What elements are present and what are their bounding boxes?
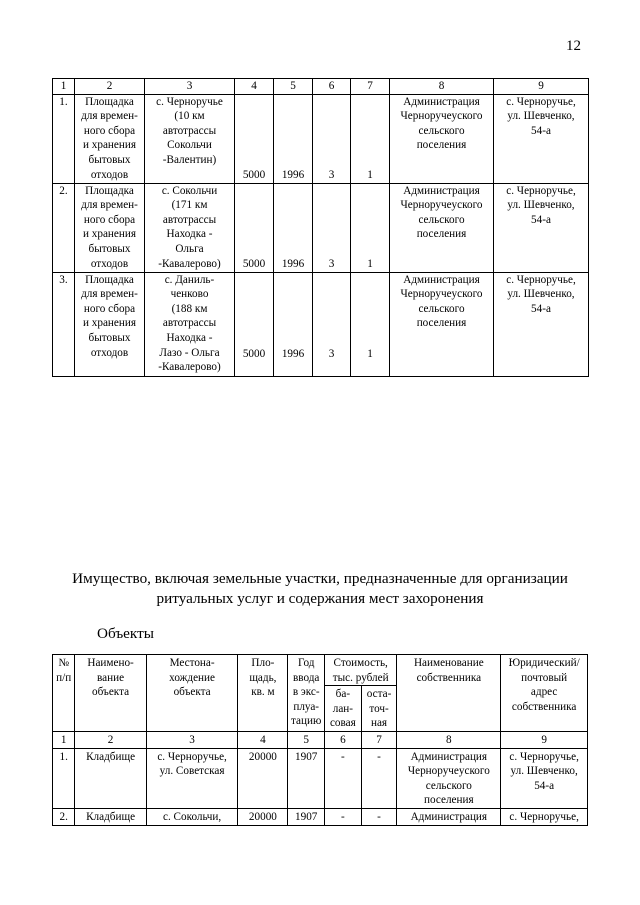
object-year: 1996	[274, 183, 313, 272]
object-location: с. Черноручье (10 км автотрассы Сокольчи -Валентин)	[145, 94, 235, 183]
header-cost: Стоимость, тыс. рублей	[325, 655, 397, 686]
row-number: 2.	[53, 808, 75, 825]
object-year: 1996	[274, 94, 313, 183]
object-residual: -	[361, 808, 397, 825]
object-location: с. Сокольчи (171 км автотрассы Находка - Ольга -Кавалерово)	[145, 183, 235, 272]
col-number: 6	[325, 731, 362, 748]
object-year: 1907	[288, 808, 325, 825]
col-number: 7	[361, 731, 397, 748]
owner-name: Администрация	[397, 808, 501, 825]
header-name: Наимено- вание объекта	[75, 655, 146, 732]
owner-name: Администрация Черноручеyского сельского поселения	[390, 183, 494, 272]
table-row	[53, 94, 589, 183]
object-residual: -	[361, 748, 397, 808]
row-number: 1.	[53, 748, 75, 808]
object-balance: -	[325, 808, 362, 825]
col-number: 1	[53, 79, 75, 95]
object-area: 5000	[235, 183, 274, 272]
table-row	[53, 748, 588, 808]
owner-name: Администрация Черноручеyского сельского поселения	[390, 272, 494, 376]
object-name: Площадка для времен- ного сбора и хранения бытовых отходов	[75, 183, 145, 272]
header-address: Юридический/ почтовый адрес собственника	[501, 655, 588, 732]
col-number: 3	[145, 79, 235, 95]
column-number-row	[53, 79, 589, 95]
col-number: 5	[274, 79, 313, 95]
owner-name: Администрация Черноручеyского сельского поселения	[390, 94, 494, 183]
object-area: 5000	[235, 272, 274, 376]
col-number: 2	[75, 731, 146, 748]
object-balance: -	[325, 748, 362, 808]
row-number: 2.	[53, 183, 75, 272]
owner-address: с. Черноручье, ул. Шевченко, 54-а	[494, 94, 589, 183]
owner-address: с. Черноручье, ул. Шевченко, 54-а	[494, 183, 589, 272]
waste-sites-table	[52, 78, 589, 377]
owner-address: с. Черноручье, ул. Шевченко, 54-а	[501, 748, 588, 808]
header-location: Местона- хождение объекта	[146, 655, 238, 732]
object-name: Площадка для времен- ного сбора и хранения бытовых отходов	[75, 272, 145, 376]
object-name: Площадка для времен- ного сбора и хранения бытовых отходов	[75, 94, 145, 183]
col-number: 5	[288, 731, 325, 748]
header-row	[53, 655, 588, 686]
object-name: Кладбище	[75, 748, 146, 808]
column-number-row	[53, 731, 588, 748]
object-area: 5000	[235, 94, 274, 183]
col-number: 3	[146, 731, 238, 748]
object-name: Кладбище	[75, 808, 146, 825]
table-row	[53, 272, 589, 376]
page-number: 12	[566, 38, 581, 54]
object-year: 1996	[274, 272, 313, 376]
header-balance: ба- лан- совая	[325, 686, 362, 732]
col-number: 9	[501, 731, 588, 748]
col-number: 7	[351, 79, 390, 95]
object-area: 20000	[238, 808, 288, 825]
col-number: 9	[494, 79, 589, 95]
col-number: 4	[238, 731, 288, 748]
header-num: № п/п	[53, 655, 75, 732]
owner-address: с. Черноручье,	[501, 808, 588, 825]
row-number: 1.	[53, 94, 75, 183]
object-col6: 3	[313, 183, 351, 272]
col-number: 8	[397, 731, 501, 748]
col-number: 4	[235, 79, 274, 95]
object-col7: 1	[351, 272, 390, 376]
col-number: 6	[313, 79, 351, 95]
header-residual: оста- точ- ная	[361, 686, 397, 732]
object-location: с. Черноручье, ул. Советская	[146, 748, 238, 808]
object-col7: 1	[351, 94, 390, 183]
owner-address: с. Черноручье, ул. Шевченко, 54-а	[494, 272, 589, 376]
object-location: с. Даниль- ченково (188 км автотрассы Находка - Лазо - Ольга -Кавалерово)	[145, 272, 235, 376]
object-col7: 1	[351, 183, 390, 272]
col-number: 8	[390, 79, 494, 95]
col-number: 1	[53, 731, 75, 748]
object-col6: 3	[313, 272, 351, 376]
object-year: 1907	[288, 748, 325, 808]
header-owner: Наименование собственника	[397, 655, 501, 732]
header-year: Год ввода в экс- плуа- тацию	[288, 655, 325, 732]
subsection-heading: Объекты	[97, 625, 154, 642]
object-area: 20000	[238, 748, 288, 808]
owner-name: Администрация Черноручеyского сельского поселения	[397, 748, 501, 808]
header-area: Пло- щадь, кв. м	[238, 655, 288, 732]
object-col6: 3	[313, 94, 351, 183]
section-heading: Имущество, включая земельные участки, предназначенные для организации ритуальных услуг и содержания мест захоронения	[72, 570, 568, 607]
table-row	[53, 183, 589, 272]
cemeteries-table	[52, 654, 588, 826]
table-row	[53, 808, 588, 825]
col-number: 2	[75, 79, 145, 95]
row-number: 3.	[53, 272, 75, 376]
object-location: с. Сокольчи,	[146, 808, 238, 825]
